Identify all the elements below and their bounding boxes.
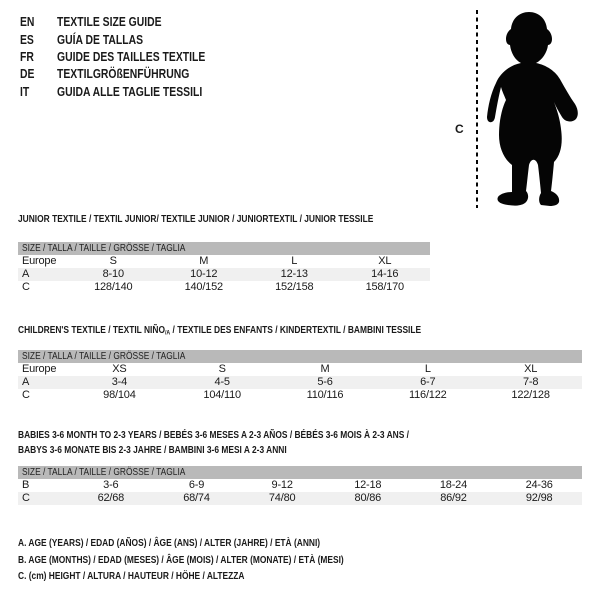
table-cell: 152/158 [275,281,314,293]
table-cell: XS [112,363,127,375]
baby-silhouette-icon [486,7,582,207]
babies-size-table [18,466,582,505]
babies-textile-section [18,428,582,505]
table-cell: 7-8 [479,376,582,389]
size-header-band [18,350,582,363]
row-label: C [22,389,30,401]
size-header-band [18,242,430,255]
language-label: GUÍA DE TALLAS [57,31,144,47]
language-code: EN [20,14,35,30]
table-cell: 9-12 [271,479,293,491]
table-cell: L [424,363,431,375]
height-measure-dashed-line [476,10,478,208]
table-cell: 18-24 [439,479,468,491]
table-cell: 110/116 [306,389,344,401]
table-cell: 140/152 [184,281,223,293]
table-cell: 5-6 [274,376,377,389]
table-row [18,255,430,268]
table-cell: 14-16 [340,268,431,281]
table-cell: 74/80 [239,492,325,505]
row-label: C [22,281,30,293]
language-row [20,65,242,82]
table-cell: XL [378,255,392,267]
junior-table-title: JUNIOR TEXTILE / TEXTIL JUNIOR/ TEXTILE JUNIOR / JUNIORTEXTIL / JUNIOR TESSILE [18,213,374,225]
language-label: GUIDA ALLE TAGLIE TESSILI [57,83,203,99]
size-band-label: SIZE / TALLA / TAILLE / GRÖSSE / TAGLIA [22,466,186,478]
row-label: Europe [22,363,57,375]
language-row [20,13,242,30]
table-cell: 128/140 [94,281,133,293]
language-label: GUIDE DES TAILLES TEXTILE [57,48,206,64]
footnote-b: B. AGE (MONTHS) / EDAD (MESES) / ÂGE (MOIS) / ALTER (MONATE) / ETÀ (MESI) [18,553,344,566]
language-code: ES [20,31,34,47]
table-cell: 80/86 [325,492,411,505]
language-code: FR [20,48,34,64]
table-cell: 158/170 [365,281,404,293]
table-cell: 92/98 [496,492,582,505]
table-cell: M [320,363,330,375]
table-cell: 12-13 [249,268,340,281]
size-header-band [18,466,582,479]
row-label: Europe [22,255,57,267]
footnotes [18,535,425,585]
title-subscript: /A [164,329,171,337]
size-band-label: SIZE / TALLA / TAILLE / GRÖSSE / TAGLIA [22,350,186,362]
row-label: A [18,268,68,281]
table-cell: 3-6 [103,479,119,491]
table-cell: 10-12 [159,268,250,281]
table-cell: M [199,255,209,267]
language-label: TEXTILGRÖßENFÜHRUNG [57,66,190,82]
language-row [20,30,242,47]
row-label: C [18,492,68,505]
table-row [18,363,582,376]
junior-size-table [18,242,430,294]
row-label: B [22,479,30,491]
table-cell: 12-18 [354,479,382,491]
table-cell: L [291,255,298,267]
children-textile-section [18,324,582,402]
table-cell: 6-7 [376,376,479,389]
table-row [18,479,582,492]
language-code: IT [20,83,30,99]
table-cell: 62/68 [68,492,154,505]
table-row [18,268,430,281]
language-code: DE [20,66,35,82]
table-cell: 4-5 [171,376,274,389]
table-row [18,281,430,294]
size-band-label: SIZE / TALLA / TAILLE / GRÖSSE / TAGLIA [22,242,186,254]
table-row [18,492,582,505]
footnote-c: C. (cm) HEIGHT / ALTURA / HAUTEUR / HÖHE / ALTEZZA [18,570,245,583]
children-table-title: CHILDREN'S TEXTILE / TEXTIL $NIÑO_{/A}$ / TEXTILE DES ENFANTS / KINDERTEXTIL / BAMBINI TESSILE [18,324,422,337]
table-cell: 104/110 [203,389,241,401]
table-cell: 68/74 [154,492,240,505]
table-cell: 98/104 [103,389,136,401]
table-cell: 86/92 [411,492,497,505]
table-cell: S [109,255,117,267]
table-cell: 8-10 [68,268,159,281]
table-row [18,389,582,402]
table-cell: 3-4 [68,376,171,389]
language-label: TEXTILE SIZE GUIDE [57,14,162,30]
table-cell: 6-9 [188,479,205,491]
table-row [18,376,582,389]
table-cell: XL [524,363,538,375]
babies-table-title-line1: BABIES 3-6 MONTH TO 2-3 YEARS / BEBÉS 3-6 MESES A 2-3 AÑOS / BÉBÉS 3-6 MOIS À 2-3 ANS / [18,429,410,441]
row-label: A [18,376,68,389]
table-cell: 24-36 [525,479,553,491]
table-cell: S [218,363,226,375]
language-row [20,83,242,100]
height-measure-label: C [455,122,464,136]
children-size-table [18,350,582,402]
junior-textile-section [18,213,430,294]
footnote-a: A. AGE (YEARS) / EDAD (AÑOS) / ÂGE (ANS) / ALTER (JAHRE) / ETÀ (ANNI) [18,537,321,549]
babies-table-title-line2: BABYS 3-6 MONATE BIS 2-3 JAHRE / BAMBINI 3-6 MESI A 2-3 ANNI [18,444,287,456]
language-row [20,48,242,65]
language-list [20,13,242,100]
table-cell: 122/128 [511,389,550,401]
table-cell: 116/122 [409,389,447,401]
